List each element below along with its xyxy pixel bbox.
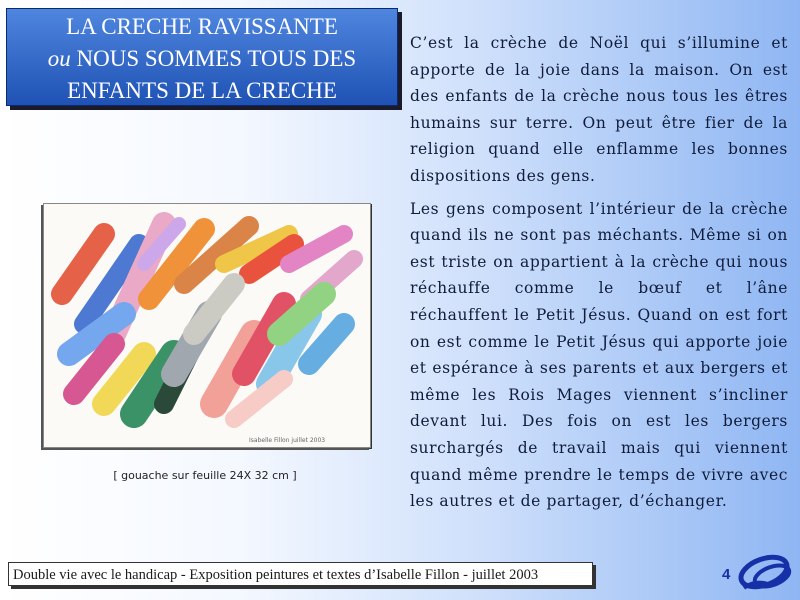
title-line-3: ENFANTS DE LA CRECHE: [67, 78, 337, 103]
painting-signature: Isabelle Fillon juillet 2003: [249, 437, 326, 444]
paragraph-1: C’est la crèche de Noël qui s’illumine et apporte de la joie dans la maison. On est des enfants de la crèche nous tous les êtres humains sur terre. On peut être fier de la religion quand elle enflamme les bonnes dispositions des gens.: [410, 34, 788, 185]
paragraph-2: Les gens composent l’intérieur de la crèche quand ils ne sont pas méchants. Même si on est triste on appartient à la crèche qui nous réchauffe comme le bœuf et l’âne réchauffent le Petit Jésus. Quand on est fort on est comme le Petit Jésus qui apporte joie et espérance à ses parents et aux bergers et même les Rois Mages viennent s’incliner devant lui. Des fois on est les bergers surchargés de travail mais qui viennent quand même prendre le temps de vivre avec les autres et de partager, d’échanger.: [410, 199, 788, 511]
title-box: [6, 8, 398, 106]
gouache-painting: [44, 204, 370, 447]
painting-caption: [ gouache sur feuille 24X 32 cm ]: [113, 469, 297, 482]
title-line-2-rest: NOUS SOMMES TOUS DES: [70, 46, 357, 71]
page-number: 4: [722, 566, 731, 583]
logo-icon: [734, 550, 796, 594]
text-column: [402, 30, 788, 515]
title-line-1: LA CRECHE RAVISSANTE: [66, 14, 338, 39]
title-ou: ou: [47, 46, 71, 71]
footer-box: Double vie avec le handicap - Exposition peintures et textes d’Isabelle Fillon - juillet 2003: [8, 562, 593, 586]
painting-image: [43, 203, 371, 448]
title-line-2: [7, 43, 397, 75]
